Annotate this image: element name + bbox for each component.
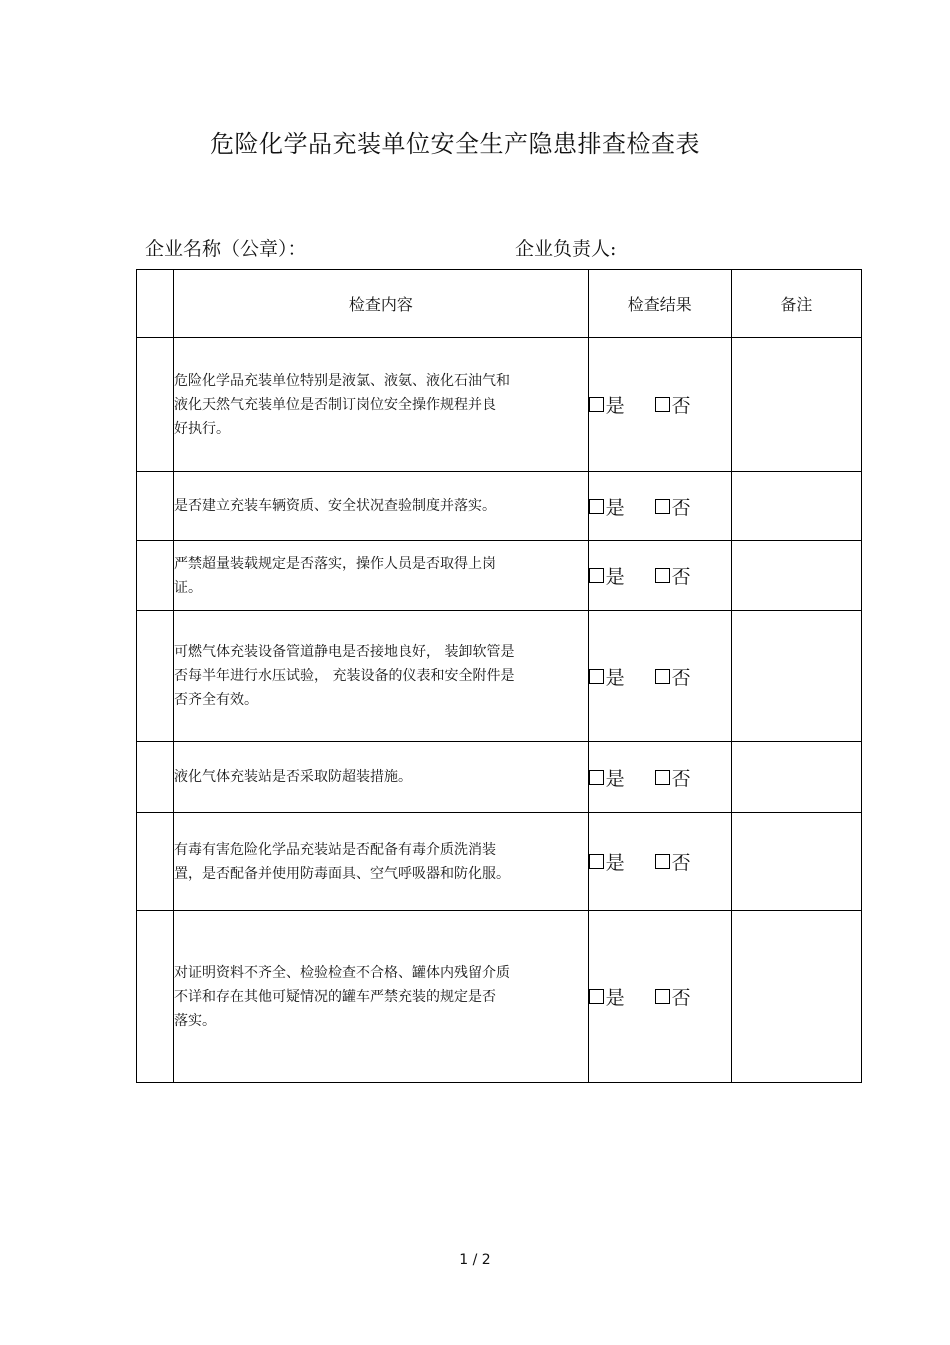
check-item-content	[174, 911, 589, 1083]
header-note: 备注	[731, 270, 861, 338]
result-option-no[interactable]	[655, 562, 691, 589]
check-result-cell	[588, 813, 731, 911]
checkbox-yes[interactable]	[589, 499, 604, 514]
table-row	[137, 813, 862, 911]
checkbox-yes-label: 是	[605, 566, 625, 588]
checkbox-no[interactable]	[655, 568, 670, 583]
check-item-line: 严禁超量装载规定是否落实，操作人员是否取得上岗	[174, 555, 497, 572]
check-item-line: 有毒有害危险化学品充装站是否配备有毒介质洗消装	[174, 841, 497, 858]
note-cell[interactable]	[731, 742, 861, 813]
checkbox-no-label: 否	[671, 395, 691, 417]
check-item-line: 是否建立充装车辆资质、安全状况查验制度并落实。	[174, 498, 497, 514]
check-item-line: 液化天然气充装单位是否制订岗位安全操作规程并良	[174, 396, 497, 413]
row-number-cell	[137, 472, 174, 541]
checkbox-yes-label: 是	[605, 666, 625, 689]
table-row	[137, 541, 862, 611]
checkbox-yes-label: 是	[605, 987, 625, 1009]
result-option-yes[interactable]	[589, 493, 625, 520]
checkbox-yes[interactable]	[589, 669, 604, 684]
table-row	[137, 472, 862, 541]
result-option-no[interactable]	[655, 764, 691, 791]
note-cell[interactable]	[731, 611, 861, 742]
check-result-cell	[588, 541, 731, 611]
check-item-line: 可燃气体充装设备管道静电是否接地良好， 装卸软管是	[174, 644, 515, 660]
table-row	[137, 911, 862, 1083]
company-manager-label: 企业负责人:	[515, 238, 617, 260]
check-result-cell	[588, 472, 731, 541]
checkbox-no-label: 否	[671, 566, 691, 588]
header-result: 检查结果	[588, 270, 731, 338]
checkbox-no[interactable]	[655, 397, 670, 412]
row-number-cell	[137, 541, 174, 611]
company-name-label: 企业名称（公章）：	[145, 238, 307, 260]
result-option-yes[interactable]	[589, 391, 625, 418]
checkbox-yes[interactable]	[589, 770, 604, 785]
result-option-yes[interactable]	[589, 562, 625, 589]
checkbox-yes-label: 是	[605, 496, 625, 519]
check-item-line: 不详和存在其他可疑情况的罐车严禁充装的规定是否	[174, 988, 497, 1005]
check-item-content	[174, 813, 589, 911]
checkbox-yes[interactable]	[589, 854, 604, 869]
checkbox-no[interactable]	[655, 669, 670, 684]
check-item-line: 对证明资料不齐全、检验检查不合格、罐体内残留介质	[174, 964, 511, 981]
check-item-line: 落实。	[174, 1012, 217, 1029]
checkbox-no[interactable]	[655, 499, 670, 514]
note-cell[interactable]	[731, 338, 861, 472]
checkbox-no[interactable]	[655, 989, 670, 1004]
check-item-line: 液化气体充装站是否采取防超装措施。	[174, 769, 413, 785]
result-option-yes[interactable]	[589, 983, 625, 1010]
checkbox-yes[interactable]	[589, 397, 604, 412]
note-cell[interactable]	[731, 541, 861, 611]
checkbox-yes-label: 是	[605, 767, 625, 790]
checkbox-yes-label: 是	[605, 395, 625, 417]
header-content: 检查内容	[174, 270, 589, 338]
check-item-line: 好执行。	[174, 420, 231, 437]
result-option-no[interactable]	[655, 663, 691, 690]
note-cell[interactable]	[731, 472, 861, 541]
checkbox-no-label: 否	[671, 666, 691, 689]
result-option-yes[interactable]	[589, 663, 625, 690]
row-number-cell	[137, 338, 174, 472]
check-item-line: 危险化学品充装单位特别是液氯、液氨、液化石油气和	[174, 372, 511, 389]
row-number-cell	[137, 611, 174, 742]
checklist-table	[136, 269, 862, 1083]
check-item-line: 证。	[174, 579, 203, 596]
check-item-line: 否每半年进行水压试验， 充装设备的仪表和安全附件是	[174, 668, 515, 684]
check-result-cell	[588, 338, 731, 472]
checkbox-yes[interactable]	[589, 568, 604, 583]
check-item-content	[174, 742, 589, 813]
result-option-yes[interactable]	[589, 848, 625, 875]
table-row	[137, 611, 862, 742]
table-row	[137, 742, 862, 813]
checklist-body	[137, 338, 862, 1083]
checkbox-no[interactable]	[655, 770, 670, 785]
result-option-no[interactable]	[655, 391, 691, 418]
checkbox-yes-label: 是	[605, 852, 625, 874]
checkbox-no-label: 否	[671, 496, 691, 519]
page-number: 1 / 2	[459, 1252, 491, 1268]
note-cell[interactable]	[731, 813, 861, 911]
check-result-cell	[588, 911, 731, 1083]
check-result-cell	[588, 611, 731, 742]
check-item-content	[174, 611, 589, 742]
row-number-cell	[137, 742, 174, 813]
table-row	[137, 338, 862, 472]
check-item-content	[174, 541, 589, 611]
check-item-line: 置，是否配备并使用防毒面具、空气呼吸器和防化服。	[174, 865, 511, 882]
checkbox-no[interactable]	[655, 854, 670, 869]
result-option-no[interactable]	[655, 848, 691, 875]
result-option-no[interactable]	[655, 493, 691, 520]
check-item-content	[174, 472, 589, 541]
check-item-line: 否齐全有效。	[174, 692, 259, 708]
row-number-cell	[137, 911, 174, 1083]
check-item-content	[174, 338, 589, 472]
row-number-cell	[137, 813, 174, 911]
check-result-cell	[588, 742, 731, 813]
header-number-cell	[137, 270, 174, 338]
note-cell[interactable]	[731, 911, 861, 1083]
checkbox-yes[interactable]	[589, 989, 604, 1004]
result-option-yes[interactable]	[589, 764, 625, 791]
document-title: 危险化学品充装单位安全生产隐患排查检查表	[210, 130, 700, 158]
table-header-row	[137, 270, 862, 338]
result-option-no[interactable]	[655, 983, 691, 1010]
checkbox-no-label: 否	[671, 767, 691, 790]
checkbox-no-label: 否	[671, 852, 691, 874]
checkbox-no-label: 否	[671, 987, 691, 1009]
